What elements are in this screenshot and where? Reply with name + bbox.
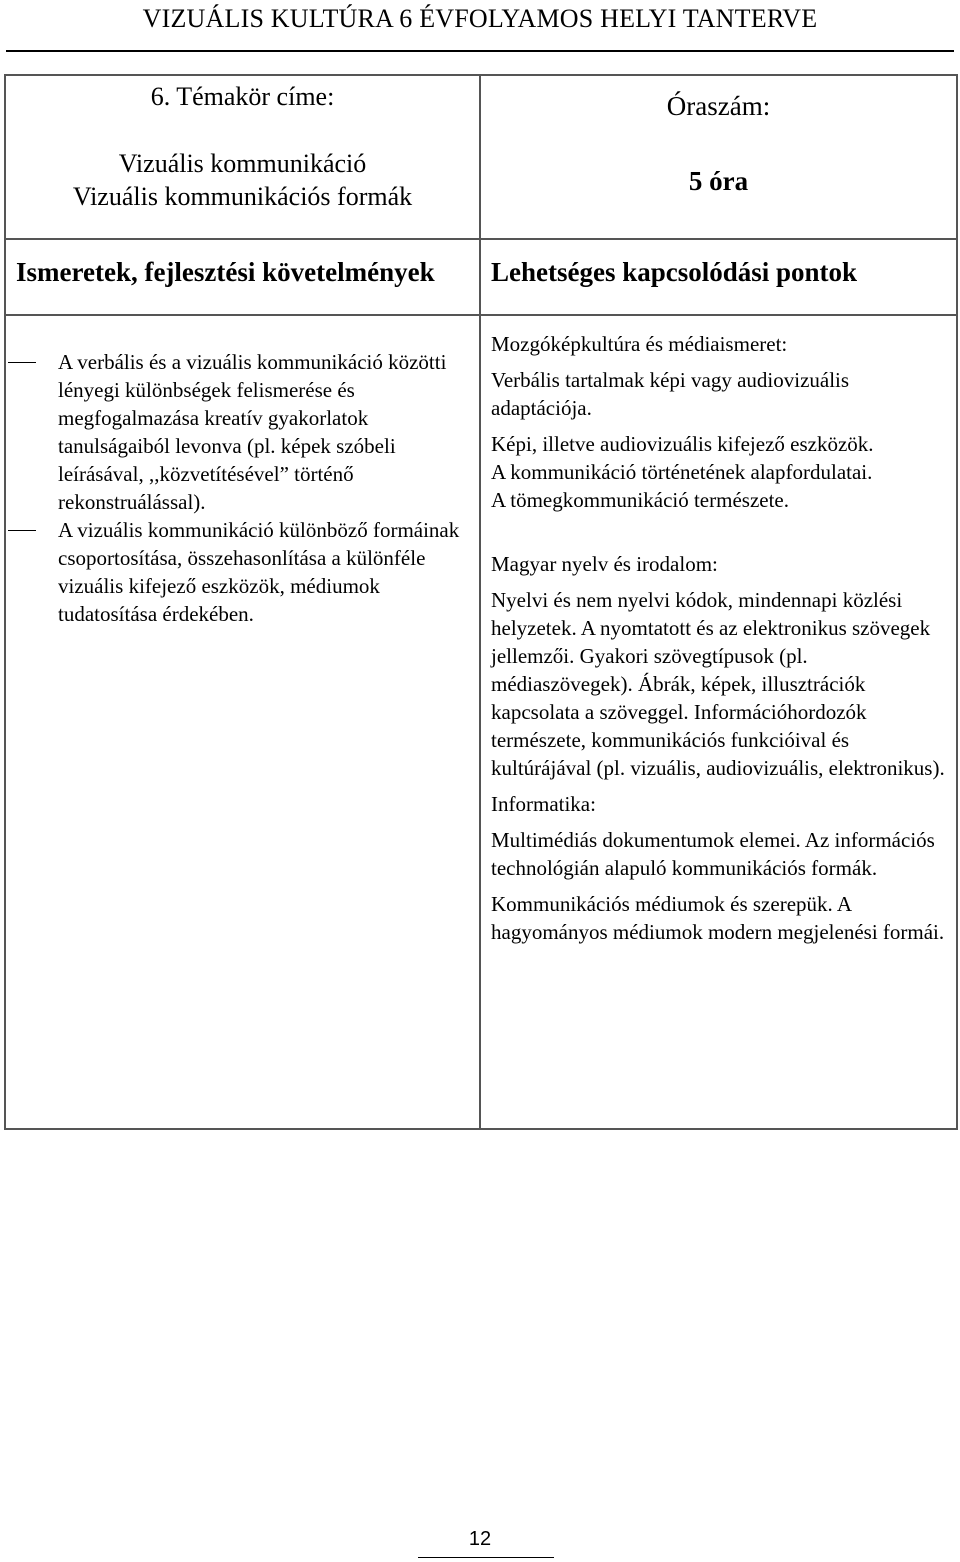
links-section-media-title: Mozgóképkultúra és médiaismeret: (491, 332, 788, 356)
topic-cell (5, 75, 480, 239)
links-cell (480, 315, 957, 1129)
hours-value: 5 óra (688, 166, 749, 196)
requirements-list (6, 316, 479, 628)
requirement-item (58, 348, 461, 516)
header-divider (6, 50, 954, 52)
links-section-media-text: A kommunikáció történetének alapfordulatai. (491, 460, 873, 484)
hours-label: Óraszám: (666, 91, 771, 121)
left-column-header (5, 239, 480, 315)
topic-title-line-2: Vizuális kommunikációs formák (72, 182, 413, 211)
links-content (481, 316, 956, 946)
requirements-cell (5, 315, 480, 1129)
links-section-informatics-title: Informatika: (491, 792, 596, 816)
document-header-title: VIZUÁLIS KULTÚRA 6 ÉVFOLYAMOS HELYI TANTERVE (142, 4, 818, 33)
content-row (5, 315, 957, 1129)
topic-title-line-1: Vizuális kommunikáció (118, 149, 367, 178)
topic-row (5, 75, 957, 239)
dash-bullet-icon (8, 362, 36, 363)
hours-cell (480, 75, 957, 239)
column-header-row (5, 239, 957, 315)
links-section-media-text: Verbális tartalmak képi vagy audiovizuális adaptációja. (491, 368, 850, 420)
links-section-media-text: A tömegkommunikáció természete. (491, 488, 789, 512)
left-column-header-text: Ismeretek, fejlesztési követelmények (16, 257, 435, 287)
links-section-media-text: Képi, illetve audiovizuális kifejező eszközök. (491, 432, 874, 456)
dash-bullet-icon (8, 530, 36, 531)
links-section-informatics-text: Kommunikációs médiumok és szerepük. A hagyományos médiumok modern megjelenési formái. (491, 892, 945, 944)
right-column-header-text: Lehetséges kapcsolódási pontok (491, 257, 858, 287)
links-section-hungarian-text: Nyelvi és nem nyelvi kódok, mindennapi közlési helyzetek. A nyomtatott és az elektronikus szövegek jellemzői. Gyakori szövegtípusok (pl. médiaszövegek). Ábrák, képek, illusztrációk kapcsolata a szöveggel. Információhordozók természete, kommunikációs funkcióival és kultúrájával (pl. vizuális, audiovizuális, elektronikus). (491, 588, 945, 780)
requirement-item (58, 516, 461, 628)
requirement-text: A vizuális kommunikáció különböző formáinak csoportosítása, összehasonlítása a különféle vizuális kifejező eszközök, médiumok tudatosítása érdekében. (58, 518, 460, 626)
requirement-text: A verbális és a vizuális kommunikáció közötti lényegi különbségek felismerése és megfogalmazása kreatív gyakorlatok tanulságaiból levonva (pl. képek szóbeli leírásával, ,,közvetítésével” történő rekonstruálással). (58, 350, 447, 514)
curriculum-table (4, 74, 958, 1130)
links-section-hungarian-title: Magyar nyelv és irodalom: (491, 552, 718, 576)
topic-label: 6. Témakör címe: (150, 82, 335, 111)
page-number: 12 (468, 1528, 492, 1550)
links-section-informatics-text: Multimédiás dokumentumok elemei. Az információs technológián alapuló kommunikációs formák. (491, 828, 935, 880)
footer-divider (418, 1557, 554, 1558)
right-column-header (480, 239, 957, 315)
